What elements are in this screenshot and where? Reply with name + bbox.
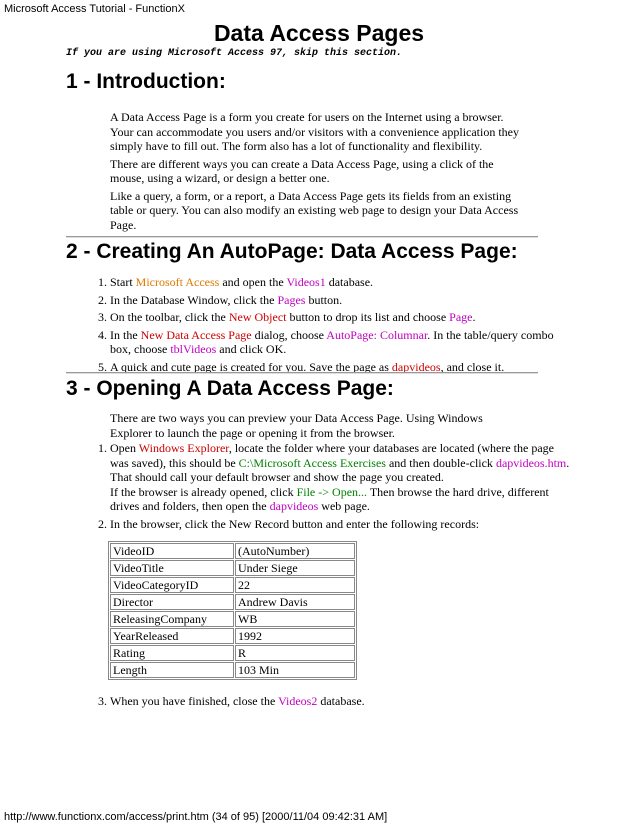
step-item: 1. Start Microsoft Access and open the Videos1 database. — [110, 275, 570, 290]
field-value-cell: Under Siege — [235, 560, 355, 576]
table-row — [110, 577, 355, 593]
field-name-cell: VideoCategoryID — [110, 577, 234, 593]
field-value-cell: (AutoNumber) — [235, 543, 355, 559]
step-item: 1. Open Windows Explorer, locate the folder where your databases are located (where the page was saved), this should be C:\Microsoft Access Exercises and then double-click dapvideos.htm. That should call your default browser and show the page you created. If the browser is already opened, click File -> Open... Then browse the hard drive, different drives and folders, then open the dapvideos web page. — [110, 441, 570, 514]
field-value-cell: 103 Min — [235, 662, 355, 678]
page-footer: http://www.functionx.com/access/print.htm (34 of 95) [2000/11/04 09:42:31 AM] — [4, 811, 388, 823]
table-row — [110, 543, 355, 559]
field-value-cell: R — [235, 645, 355, 661]
section-1-body — [110, 110, 520, 235]
field-value-cell: WB — [235, 611, 355, 627]
section-3-final-step — [78, 694, 570, 712]
step-item: 3. When you have finished, close the Videos2 database. — [110, 694, 570, 709]
field-name-cell: Rating — [110, 645, 234, 661]
page-title: Data Access Pages — [213, 20, 425, 46]
field-name-cell: Length — [110, 662, 234, 678]
step-item: 2. In the Database Window, click the Pages button. — [110, 293, 570, 308]
field-value-cell: 1992 — [235, 628, 355, 644]
table-row — [110, 662, 355, 678]
section-3-steps — [78, 441, 570, 534]
field-value-cell: Andrew Davis — [235, 594, 355, 610]
table-row — [110, 611, 355, 627]
table-row — [110, 560, 355, 576]
table-row — [110, 628, 355, 644]
step-item: 5. A quick and cute page is created for you. Save the page as dapvideos, and close it. — [110, 360, 570, 375]
step-item: 4. In the New Data Access Page dialog, choose AutoPage: Columnar. In the table/query combo box, choose tblVideos and click OK. — [110, 328, 570, 357]
step-item: 3. On the toolbar, click the New Object button to drop its list and choose Page. — [110, 310, 570, 325]
field-name-cell: Director — [110, 594, 234, 610]
section-2-steps — [78, 275, 570, 377]
table-row — [110, 645, 355, 661]
table-row — [110, 594, 355, 610]
section-divider — [66, 372, 538, 374]
intro-paragraph-2: There are different ways you can create a Data Access Page, using a click of the mouse, using a wizard, or design a better one. — [110, 156, 494, 185]
section-1-heading: 1 - Introduction: — [66, 70, 226, 93]
section-3-intro: There are two ways you can preview your Data Access Page. Using Windows Explorer to launch the page or opening it from the browser. — [110, 411, 483, 440]
field-name-cell: ReleasingCompany — [110, 611, 234, 627]
section-divider — [66, 236, 538, 238]
step-item: 2. In the browser, click the New Record button and enter the following records: — [110, 517, 570, 532]
field-name-cell: YearReleased — [110, 628, 234, 644]
intro-paragraph-3: Like a query, a form, or a report, a Data Access Page gets its fields from an existing table or query. You can also modify an existing web page to design your Data Access Page. — [110, 188, 519, 232]
page-header: Microsoft Access Tutorial - FunctionX — [4, 3, 185, 15]
field-value-cell: 22 — [235, 577, 355, 593]
section-2-heading: 2 - Creating An AutoPage: Data Access Page: — [66, 240, 518, 263]
records-table — [108, 541, 357, 680]
field-name-cell: VideoID — [110, 543, 234, 559]
field-name-cell: VideoTitle — [110, 560, 234, 576]
section-3-heading: 3 - Opening A Data Access Page: — [66, 377, 394, 400]
version-note: If you are using Microsoft Access 97, skip this section. — [66, 48, 403, 59]
intro-paragraph-1: A Data Access Page is a form you create for users on the Internet using a browser. Your can accommodate you users and/or visitors with a convenience application they simply have to fill out. The form also has a lot of functionality and flexibility. — [110, 110, 520, 153]
